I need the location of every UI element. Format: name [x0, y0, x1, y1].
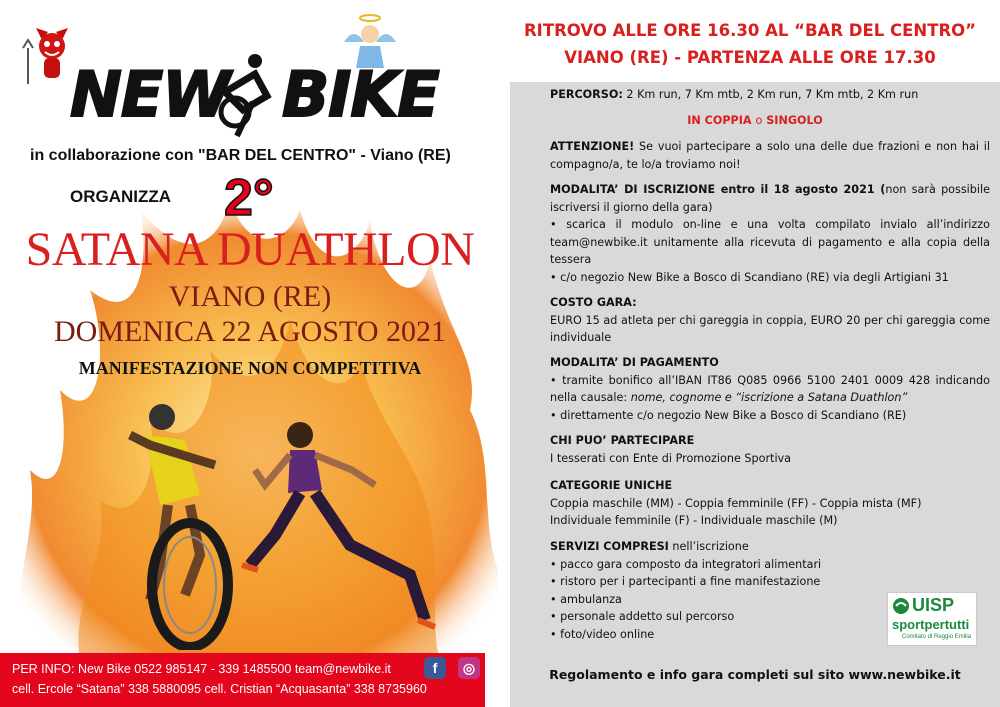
footer-website: Regolamento e info gara completi sul sito www.newbike.it: [549, 667, 961, 682]
chi-text: I tesserati con Ente di Promozione Sportiva: [550, 451, 792, 465]
categorie-line-1: Coppia maschile (MM) - Coppia femminile (FF) - Coppia mista (MF): [550, 496, 922, 510]
servizi-item: • foto/video online: [550, 627, 655, 641]
start-time-header: VIANO (RE) - PARTENZA ALLE ORE 17.30: [564, 48, 936, 67]
coppia-o: o: [755, 114, 763, 127]
contact-line-1: PER INFO: New Bike 0522 985147 - 339 1485500 team@newbike.it: [12, 662, 391, 676]
uisp-name: UISP: [912, 595, 955, 615]
servizi-suffix: nell’iscrizione: [668, 540, 749, 553]
pagamento-causale: nome, cognome e “iscrizione a Satana Duathlon”: [630, 391, 908, 404]
percorso-label: PERCORSO:: [550, 88, 623, 101]
uisp-logo: [887, 592, 977, 646]
contact-line-2: cell. Ercole “Satana” 338 5880095 cell. Cristian “Acquasanta” 338 8735960: [12, 682, 427, 696]
pagamento-bullet-1: • tramite bonifico all’IBAN IT86 Q085 0966 5100 2401 0009 428 indicando nella causale:: [550, 373, 990, 404]
organizza-label: ORGANIZZA: [70, 187, 172, 206]
meeting-time-header: RITROVO ALLE ORE 16.30 AL “BAR DEL CENTRO”: [523, 21, 977, 40]
percorso-text: 2 Km run, 7 Km mtb, 2 Km run, 7 Km mtb, 2 Km run: [622, 88, 919, 101]
attenzione-section: [550, 138, 990, 173]
categorie-section: [550, 477, 990, 530]
attenzione-label: ATTENZIONE!: [550, 140, 635, 153]
logo-text-new: NEW: [70, 58, 230, 131]
servizi-label: SERVIZI COMPRESI: [550, 540, 669, 553]
coppia-suffix: SINGOLO: [762, 114, 823, 127]
iscrizione-bullet-2: • c/o negozio New Bike a Bosco di Scandiano (RE) via degli Artigiani 31: [550, 270, 949, 284]
categorie-label: CATEGORIE UNICHE: [550, 479, 673, 492]
costo-text: EURO 15 ad atleta per chi gareggia in coppia, EURO 20 per chi gareggia come individuale: [550, 313, 990, 344]
uisp-tagline: sportpertutti: [892, 617, 970, 632]
chi-section: [550, 432, 990, 467]
servizi-item: • ristoro per i partecipanti a fine manifestazione: [550, 575, 821, 588]
categorie-line-2: Individuale femminile (F) - Individuale maschile (M): [550, 514, 838, 527]
athletes-illustration: [90, 395, 460, 650]
costo-section: [550, 294, 990, 347]
coppia-prefix: IN COPPIA: [687, 114, 756, 127]
uisp-committee: Comitato di Reggio Emilia: [902, 634, 972, 640]
event-title: SATANA DUATHLON: [25, 223, 475, 276]
chi-label: CHI PUO’ PARTECIPARE: [550, 434, 695, 447]
contact-info-bar: [0, 653, 485, 707]
newbike-logo: [70, 58, 439, 138]
pagamento-section: [550, 354, 990, 424]
instagram-icon[interactable]: ◎: [458, 657, 480, 679]
pagamento-label: MODALITA’ DI PAGAMENTO: [550, 356, 719, 369]
servizi-item: • ambulanza: [550, 592, 622, 606]
event-type: MANIFESTAZIONE NON COMPETITIVA: [78, 358, 422, 378]
edition-number: 2°: [224, 169, 274, 227]
iscrizione-note: non sarà possibile iscriversi il giorno della gara): [550, 183, 990, 214]
event-place: VIANO (RE): [168, 280, 332, 313]
iscrizione-section: [550, 181, 990, 286]
facebook-icon[interactable]: f: [424, 657, 446, 679]
coppia-singolo: [510, 112, 1000, 130]
event-date: DOMENICA 22 AGOSTO 2021: [54, 315, 446, 348]
attenzione-text: Se vuoi partecipare a solo una delle due frazioni e non hai il compagno/a, te lo/a troviamo noi!: [550, 140, 990, 171]
servizi-item: • pacco gara composto da integratori alimentari: [550, 557, 822, 571]
cyclist-logo-icon: [215, 52, 285, 140]
costo-label: COSTO GARA:: [550, 296, 637, 309]
percorso-section: [550, 86, 990, 104]
servizi-item: • personale addetto sul percorso: [550, 610, 735, 623]
iscrizione-bullet-1: • scarica il modulo on-line e una volta compilato invialo all’indirizzo team@newbike.it unitamente alla ricevuta di pagamento e alla copia della tessera: [550, 218, 990, 266]
uisp-emblem-icon: [892, 597, 910, 615]
collaboration-text: in collaborazione con "BAR DEL CENTRO" - Viano (RE): [30, 147, 451, 164]
logo-text-bike: BIKE: [282, 58, 439, 131]
servizi-section: [550, 538, 880, 643]
pagamento-bullet-2: • direttamente c/o negozio New Bike a Bosco di Scandiano (RE): [550, 408, 907, 422]
iscrizione-label: MODALITA’ DI ISCRIZIONE entro il 18 agosto 2021 (: [550, 183, 886, 196]
